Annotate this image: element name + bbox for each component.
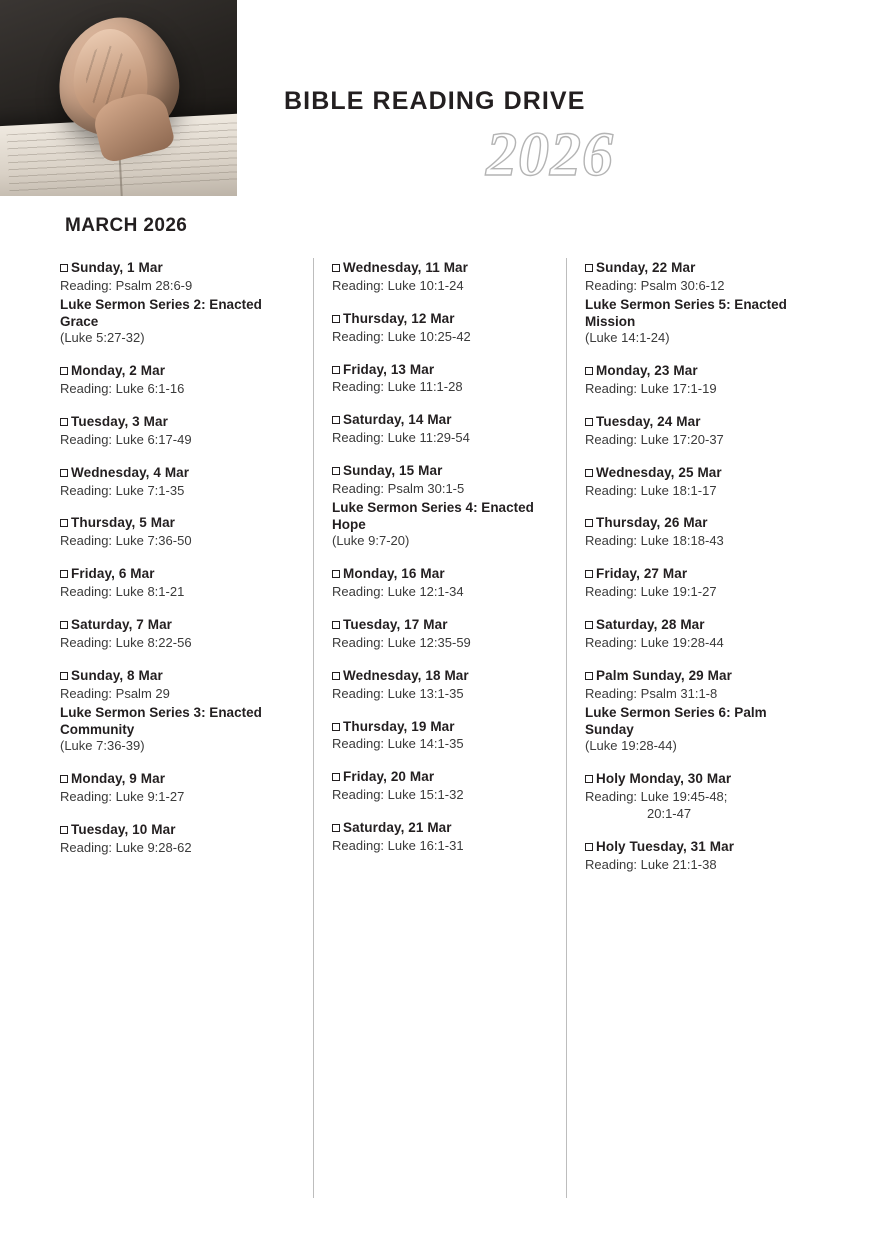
- checkbox-icon[interactable]: [332, 672, 340, 680]
- day-label: Saturday, 21 Mar: [343, 820, 452, 836]
- checkbox-icon[interactable]: [60, 469, 68, 477]
- reading-text: Reading: Luke 9:1-27: [60, 788, 185, 804]
- day-row[interactable]: [60, 515, 299, 532]
- day-label: Thursday, 19 Mar: [343, 718, 455, 734]
- reading-text: Reading: Luke 19:1-27: [585, 584, 717, 600]
- day-label: Friday, 27 Mar: [596, 566, 688, 582]
- reading-entry: [585, 771, 805, 823]
- reading-entry: [60, 465, 299, 500]
- checkbox-icon[interactable]: [60, 826, 68, 834]
- day-row[interactable]: [332, 617, 552, 634]
- checkbox-icon[interactable]: [585, 570, 593, 578]
- day-row[interactable]: [585, 515, 805, 532]
- reading-entry: [60, 363, 299, 398]
- reading-entry: [60, 617, 299, 652]
- checkbox-icon[interactable]: [585, 672, 593, 680]
- day-label: Monday, 16 Mar: [343, 566, 445, 582]
- reading-entry: [60, 414, 299, 449]
- reading-entry: [60, 822, 299, 857]
- checkbox-icon[interactable]: [332, 416, 340, 424]
- reading-text: Reading: Psalm 28:6-9: [60, 277, 193, 293]
- day-row[interactable]: [60, 822, 299, 839]
- day-label: Wednesday, 4 Mar: [71, 464, 190, 480]
- sermon-scripture-reference: (Luke 5:27-32): [60, 330, 145, 346]
- checkbox-icon[interactable]: [60, 621, 68, 629]
- sermon-series-title: Luke Sermon Series 2: Enacted Grace: [60, 296, 262, 330]
- day-label: Tuesday, 10 Mar: [71, 821, 176, 837]
- page-title: BIBLE READING DRIVE: [284, 87, 586, 115]
- day-label: Saturday, 28 Mar: [596, 617, 705, 633]
- reading-entry: [585, 363, 805, 398]
- day-row[interactable]: [332, 412, 552, 429]
- sermon-scripture-reference: (Luke 14:1-24): [585, 330, 670, 346]
- day-row[interactable]: [60, 566, 299, 583]
- day-label: Saturday, 7 Mar: [71, 617, 173, 633]
- day-row[interactable]: [585, 839, 805, 856]
- checkbox-icon[interactable]: [585, 775, 593, 783]
- checkbox-icon[interactable]: [332, 723, 340, 731]
- reading-entry: [60, 771, 299, 806]
- calendar-columns: [60, 258, 820, 1198]
- reading-entry: [332, 311, 552, 346]
- reading-entry: [60, 566, 299, 601]
- checkbox-icon[interactable]: [60, 418, 68, 426]
- reading-entry: [332, 617, 552, 652]
- column-3-entries: [585, 258, 805, 873]
- reading-entry: [332, 719, 552, 754]
- day-row[interactable]: [60, 260, 299, 277]
- day-label: Monday, 9 Mar: [71, 770, 166, 786]
- checkbox-icon[interactable]: [60, 570, 68, 578]
- day-label: Wednesday, 11 Mar: [343, 260, 469, 275]
- reading-text: Reading: Psalm 30:6-12: [585, 277, 725, 293]
- reading-text: Reading: Luke 18:1-17: [585, 482, 717, 498]
- sermon-series-title: Luke Sermon Series 6: Palm Sunday: [585, 704, 767, 737]
- checkbox-icon[interactable]: [332, 315, 340, 323]
- day-row[interactable]: [60, 771, 299, 788]
- checkbox-icon[interactable]: [332, 773, 340, 781]
- praying-hands-photo: [0, 0, 237, 196]
- reading-entry: [60, 260, 299, 347]
- day-row[interactable]: [332, 769, 552, 786]
- checkbox-icon[interactable]: [60, 672, 68, 680]
- day-label: Thursday, 5 Mar: [71, 515, 176, 531]
- day-label: Friday, 13 Mar: [343, 361, 435, 377]
- sermon-series-title: Luke Sermon Series 5: Enacted Mission: [585, 296, 787, 330]
- day-label: Wednesday, 18 Mar: [343, 667, 469, 683]
- calendar-column-3: [566, 258, 819, 1198]
- checkbox-icon[interactable]: [585, 418, 593, 426]
- column-2-entries: [332, 258, 552, 855]
- checkbox-icon[interactable]: [332, 570, 340, 578]
- day-row[interactable]: [332, 820, 552, 837]
- checkbox-icon[interactable]: [585, 367, 593, 375]
- reading-entry: [332, 412, 552, 447]
- reading-text: Reading: Luke 21:1-38: [585, 856, 717, 872]
- day-row[interactable]: [332, 668, 552, 685]
- sermon-series-title: Luke Sermon Series 4: Enacted Hope: [332, 499, 534, 533]
- reading-text: Reading: Luke 11:29-54: [332, 430, 470, 446]
- reading-text: Reading: Luke 19:28-44: [585, 634, 724, 650]
- checkbox-icon[interactable]: [585, 621, 593, 629]
- checkbox-icon[interactable]: [332, 467, 340, 475]
- checkbox-icon[interactable]: [332, 366, 340, 374]
- checkbox-icon[interactable]: [332, 824, 340, 832]
- checkbox-icon[interactable]: [60, 775, 68, 783]
- day-label: Sunday, 1 Mar: [71, 260, 163, 275]
- day-row[interactable]: [332, 566, 552, 583]
- day-label: Tuesday, 17 Mar: [343, 617, 448, 633]
- day-row[interactable]: [585, 617, 805, 634]
- reading-entry: [332, 668, 552, 703]
- reading-entry: [332, 820, 552, 855]
- day-row[interactable]: [585, 566, 805, 583]
- day-label: Sunday, 22 Mar: [596, 260, 696, 275]
- reading-text: Reading: Luke 13:1-35: [332, 685, 464, 701]
- reading-text: Reading: Psalm 31:1-8: [585, 685, 718, 701]
- reading-entry: [332, 463, 552, 550]
- day-row[interactable]: [332, 260, 552, 277]
- day-label: Monday, 23 Mar: [596, 363, 698, 379]
- reading-text: Reading: Luke 14:1-35: [332, 736, 464, 752]
- day-label: Tuesday, 3 Mar: [71, 413, 168, 429]
- reading-text: Reading: Luke 6:1-16: [60, 381, 185, 397]
- day-label: Sunday, 8 Mar: [71, 667, 163, 683]
- day-label: Sunday, 15 Mar: [343, 463, 443, 479]
- reading-entry: [585, 260, 805, 347]
- sermon-scripture-reference: (Luke 7:36-39): [60, 738, 145, 754]
- month-title: MARCH 2026: [65, 215, 188, 236]
- reading-text-continued: 20:1-47: [647, 805, 692, 821]
- day-label: Wednesday, 25 Mar: [596, 464, 722, 480]
- reading-text: Reading: Luke 9:28-62: [60, 839, 192, 855]
- sermon-scripture-reference: (Luke 9:7-20): [332, 533, 410, 549]
- reading-text: Reading: Luke 8:1-21: [60, 584, 185, 600]
- checkbox-icon[interactable]: [585, 264, 593, 272]
- day-label: Monday, 2 Mar: [71, 363, 166, 379]
- reading-text: Reading: Luke 15:1-32: [332, 787, 464, 803]
- reading-text: Reading: Luke 12:1-34: [332, 584, 464, 600]
- checkbox-icon[interactable]: [332, 264, 340, 272]
- day-row[interactable]: [585, 363, 805, 380]
- day-row[interactable]: [585, 414, 805, 431]
- reading-entry: [585, 414, 805, 449]
- day-row[interactable]: [332, 311, 552, 328]
- sermon-scripture-reference: (Luke 19:28-44): [585, 738, 677, 754]
- day-row[interactable]: [332, 362, 552, 379]
- day-row[interactable]: [585, 260, 805, 277]
- checkbox-icon[interactable]: [60, 519, 68, 527]
- reading-text: Reading: Luke 18:18-43: [585, 533, 724, 549]
- day-row[interactable]: [332, 719, 552, 736]
- title-block: [284, 88, 804, 116]
- reading-text: Reading: Luke 19:45-48; 20:1-47: [585, 789, 805, 823]
- checkbox-icon[interactable]: [585, 469, 593, 477]
- reading-entry: [60, 515, 299, 550]
- calendar-column-2: [313, 258, 566, 1198]
- reading-entry: [585, 566, 805, 601]
- day-row[interactable]: [60, 414, 299, 431]
- reading-entry: [332, 362, 552, 397]
- reading-text: Reading: Psalm 30:1-5: [332, 480, 465, 496]
- day-label: Tuesday, 24 Mar: [596, 413, 701, 429]
- reading-entry: [332, 260, 552, 295]
- day-row[interactable]: [60, 465, 299, 482]
- reading-text: Reading: Luke 7:1-35: [60, 482, 185, 498]
- reading-entry: [60, 668, 299, 755]
- day-label: Holy Tuesday, 31 Mar: [596, 838, 735, 854]
- day-row[interactable]: [585, 465, 805, 482]
- reading-text: Reading: Luke 10:25-42: [332, 328, 471, 344]
- day-row[interactable]: [585, 668, 805, 685]
- reading-text: Reading: Psalm 29: [60, 685, 170, 701]
- day-row[interactable]: [60, 668, 299, 685]
- column-1-entries: [60, 258, 299, 857]
- reading-text: Reading: Luke 7:36-50: [60, 533, 192, 549]
- day-label: Friday, 6 Mar: [71, 566, 155, 582]
- reading-text: Reading: Luke 6:17-49: [60, 431, 192, 447]
- day-label: Thursday, 26 Mar: [596, 515, 708, 531]
- checkbox-icon[interactable]: [332, 621, 340, 629]
- reading-entry: [332, 566, 552, 601]
- reading-entry: [585, 515, 805, 550]
- day-row[interactable]: [60, 617, 299, 634]
- day-row[interactable]: [60, 363, 299, 380]
- day-label: Saturday, 14 Mar: [343, 412, 452, 428]
- calendar-column-1: [60, 258, 313, 1198]
- day-label: Palm Sunday, 29 Mar: [596, 667, 732, 683]
- reading-entry: [585, 617, 805, 652]
- checkbox-icon[interactable]: [60, 367, 68, 375]
- reading-text: Reading: Luke 17:20-37: [585, 431, 724, 447]
- sermon-series-title: Luke Sermon Series 3: Enacted Community: [60, 704, 262, 737]
- reading-text: Reading: Luke 12:35-59: [332, 634, 471, 650]
- day-row[interactable]: [332, 463, 552, 480]
- day-label: Friday, 20 Mar: [343, 769, 435, 785]
- reading-entry: [332, 769, 552, 804]
- reading-text: Reading: Luke 8:22-56: [60, 634, 192, 650]
- reading-text: Reading: Luke 17:1-19: [585, 381, 717, 397]
- reading-text: Reading: Luke 16:1-31: [332, 837, 464, 853]
- checkbox-icon[interactable]: [585, 519, 593, 527]
- reading-entry: [585, 668, 805, 755]
- reading-text: Reading: Luke 10:1-24: [332, 277, 464, 293]
- day-row[interactable]: [585, 771, 805, 788]
- reading-entry: [585, 839, 805, 874]
- reading-entry: [585, 465, 805, 500]
- reading-text: Reading: Luke 11:1-28: [332, 379, 463, 395]
- day-label: Thursday, 12 Mar: [343, 310, 455, 326]
- checkbox-icon[interactable]: [585, 843, 593, 851]
- checkbox-icon[interactable]: [60, 264, 68, 272]
- year-label: 2026: [486, 121, 614, 189]
- day-label: Holy Monday, 30 Mar: [596, 770, 732, 786]
